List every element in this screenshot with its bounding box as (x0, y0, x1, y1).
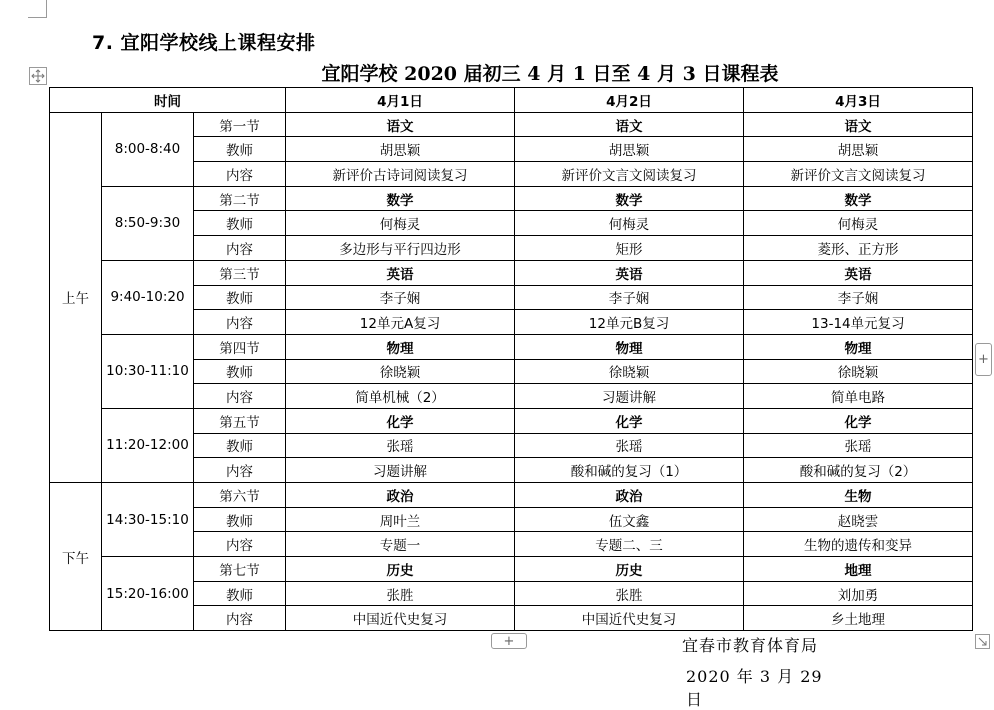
header-day-cell: 4月1日 (286, 88, 515, 113)
subject-cell: 历史 (515, 557, 744, 582)
teacher-cell: 李子娴 (286, 285, 515, 310)
time-slot-cell: 10:30-11:10 (102, 334, 194, 408)
subject-cell: 数学 (744, 186, 973, 211)
subject-cell: 英语 (286, 260, 515, 285)
subject-cell: 政治 (515, 483, 744, 508)
teacher-cell: 胡思颖 (515, 137, 744, 162)
row-label-cell: 内容 (194, 606, 286, 631)
header-day-cell: 4月3日 (744, 88, 973, 113)
signature-date: 2020 年 3 月 29 日 (686, 667, 823, 709)
teacher-cell: 张瑶 (286, 433, 515, 458)
teacher-cell: 刘加勇 (744, 581, 973, 606)
content-cell: 矩形 (515, 236, 744, 261)
subject-cell: 物理 (286, 334, 515, 359)
period-label-cell: 第四节 (194, 334, 286, 359)
content-cell: 中国近代史复习 (286, 606, 515, 631)
teacher-cell: 胡思颖 (744, 137, 973, 162)
row-label-cell: 教师 (194, 507, 286, 532)
subject-cell: 数学 (286, 186, 515, 211)
add-row-button[interactable]: + (491, 633, 527, 649)
subject-cell: 历史 (286, 557, 515, 582)
content-cell: 中国近代史复习 (515, 606, 744, 631)
content-cell: 菱形、正方形 (744, 236, 973, 261)
time-slot-cell: 8:00-8:40 (102, 112, 194, 186)
teacher-cell: 周叶兰 (286, 507, 515, 532)
content-cell: 多边形与平行四边形 (286, 236, 515, 261)
subject-cell: 生物 (744, 483, 973, 508)
subject-cell: 政治 (286, 483, 515, 508)
content-cell: 12单元B复习 (515, 310, 744, 335)
subject-cell: 化学 (515, 408, 744, 433)
row-label-cell: 内容 (194, 532, 286, 557)
time-slot-cell: 15:20-16:00 (102, 557, 194, 631)
signature-organization: 宜春市教育体育局 (682, 636, 819, 655)
teacher-cell: 张胜 (286, 581, 515, 606)
subject-cell: 化学 (744, 408, 973, 433)
teacher-cell: 徐晓颖 (744, 359, 973, 384)
subject-row (50, 112, 973, 137)
row-label-cell: 教师 (194, 211, 286, 236)
subject-cell: 物理 (515, 334, 744, 359)
content-cell: 新评价古诗词阅读复习 (286, 162, 515, 187)
teacher-cell: 张胜 (515, 581, 744, 606)
content-cell: 简单机械（2） (286, 384, 515, 409)
document-heading: 7. 宜阳学校线上课程安排 (92, 32, 316, 54)
content-cell: 专题一 (286, 532, 515, 557)
row-label-cell: 内容 (194, 384, 286, 409)
subject-row (50, 408, 973, 433)
content-cell: 酸和碱的复习（2） (744, 458, 973, 483)
teacher-cell: 徐晓颖 (515, 359, 744, 384)
half-day-cell-afternoon: 下午 (50, 483, 102, 631)
table-move-handle[interactable] (29, 67, 47, 85)
subject-cell: 物理 (744, 334, 973, 359)
period-label-cell: 第七节 (194, 557, 286, 582)
subject-cell: 地理 (744, 557, 973, 582)
content-cell: 酸和碱的复习（1） (515, 458, 744, 483)
subject-cell: 化学 (286, 408, 515, 433)
add-column-button[interactable]: + (975, 343, 992, 376)
content-cell: 乡土地理 (744, 606, 973, 631)
period-label-cell: 第二节 (194, 186, 286, 211)
subject-row (50, 557, 973, 582)
row-label-cell: 教师 (194, 137, 286, 162)
subject-cell: 语文 (744, 112, 973, 137)
teacher-cell: 伍文鑫 (515, 507, 744, 532)
subject-row (50, 260, 973, 285)
page-corner-mark (28, 0, 47, 18)
table-resize-handle[interactable] (975, 634, 990, 649)
period-label-cell: 第一节 (194, 112, 286, 137)
teacher-cell: 胡思颖 (286, 137, 515, 162)
table-title: 宜阳学校 2020 届初三 4 月 1 日至 4 月 3 日课程表 (321, 63, 779, 85)
teacher-cell: 何梅灵 (286, 211, 515, 236)
teacher-cell: 李子娴 (744, 285, 973, 310)
teacher-cell: 赵晓雲 (744, 507, 973, 532)
row-label-cell: 教师 (194, 581, 286, 606)
content-cell: 习题讲解 (515, 384, 744, 409)
content-cell: 13-14单元复习 (744, 310, 973, 335)
teacher-cell: 张瑶 (515, 433, 744, 458)
time-slot-cell: 8:50-9:30 (102, 186, 194, 260)
teacher-cell: 何梅灵 (744, 211, 973, 236)
row-label-cell: 教师 (194, 433, 286, 458)
row-label-cell: 教师 (194, 359, 286, 384)
teacher-cell: 李子娴 (515, 285, 744, 310)
move-arrows-icon (31, 69, 45, 83)
half-day-cell-morning: 上午 (50, 112, 102, 482)
content-cell: 新评价文言文阅读复习 (515, 162, 744, 187)
row-label-cell: 教师 (194, 285, 286, 310)
teacher-cell: 何梅灵 (515, 211, 744, 236)
schedule-table (49, 87, 973, 631)
period-label-cell: 第三节 (194, 260, 286, 285)
header-time-cell: 时间 (50, 88, 286, 113)
subject-row (50, 186, 973, 211)
period-label-cell: 第六节 (194, 483, 286, 508)
row-label-cell: 内容 (194, 310, 286, 335)
time-slot-cell: 11:20-12:00 (102, 408, 194, 482)
content-cell: 12单元A复习 (286, 310, 515, 335)
time-slot-cell: 9:40-10:20 (102, 260, 194, 334)
table-header-row (50, 88, 973, 113)
row-label-cell: 内容 (194, 162, 286, 187)
header-day-cell: 4月2日 (515, 88, 744, 113)
teacher-cell: 张瑶 (744, 433, 973, 458)
teacher-cell: 徐晓颖 (286, 359, 515, 384)
subject-cell: 数学 (515, 186, 744, 211)
subject-cell: 语文 (515, 112, 744, 137)
content-cell: 专题二、三 (515, 532, 744, 557)
subject-cell: 英语 (744, 260, 973, 285)
period-label-cell: 第五节 (194, 408, 286, 433)
row-label-cell: 内容 (194, 236, 286, 261)
content-cell: 简单电路 (744, 384, 973, 409)
content-cell: 生物的遗传和变异 (744, 532, 973, 557)
time-slot-cell: 14:30-15:10 (102, 483, 194, 557)
content-cell: 新评价文言文阅读复习 (744, 162, 973, 187)
subject-row (50, 483, 973, 508)
subject-row (50, 334, 973, 359)
subject-cell: 语文 (286, 112, 515, 137)
subject-cell: 英语 (515, 260, 744, 285)
row-label-cell: 内容 (194, 458, 286, 483)
content-cell: 习题讲解 (286, 458, 515, 483)
resize-corner-icon (976, 635, 989, 648)
